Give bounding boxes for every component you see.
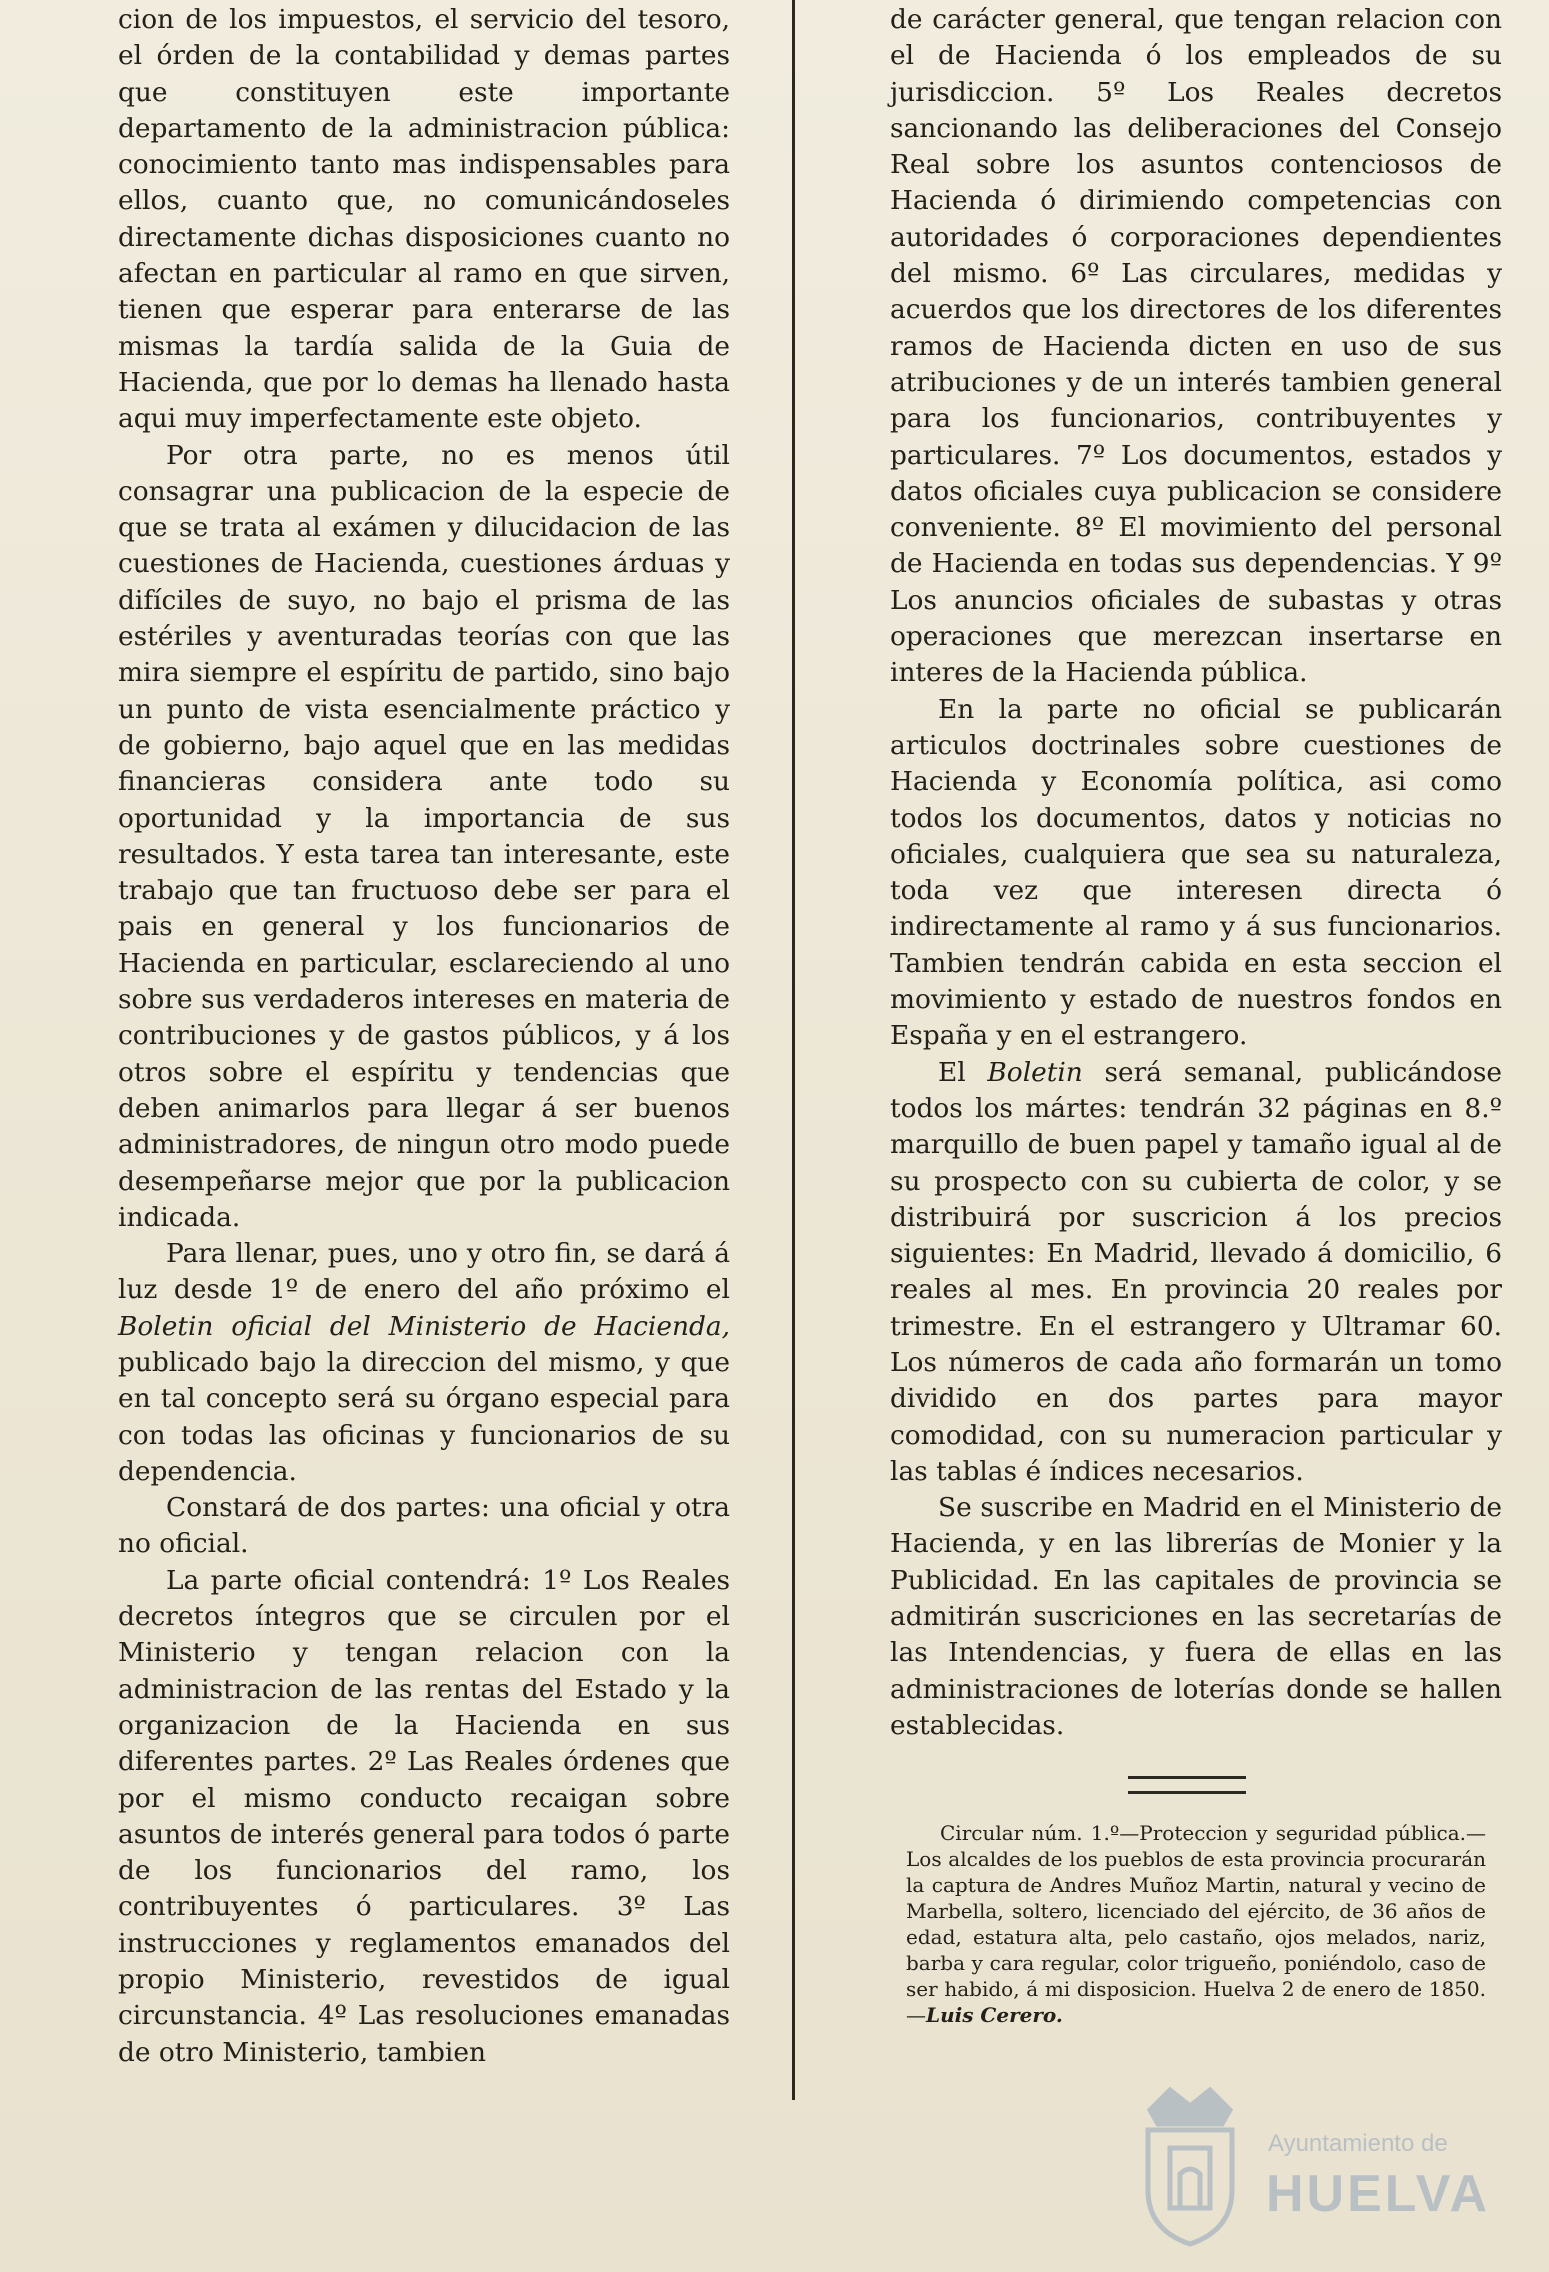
section-rule <box>1128 1776 1246 1794</box>
paragraph: Constará de dos partes: una oficial y otra no oficial. <box>118 1492 730 1560</box>
paragraph-boletin-announcement <box>118 1236 730 1490</box>
paragraph: cion de los impuestos, el servicio del tesoro, el órden de la contabilidad y demas partes que constituyen este importante departamento de la administracion pública: conocimiento tanto mas indispensables para ellos, cuanto que, no comunicándoseles directamente dichas disposiciones cuanto no afectan en particular al ramo en que sirven, tienen que esperar para enterarse de las mismas la tardía salida de la Guia de Hacienda, que por lo demas ha llenado hasta aqui muy imperfectamente este objeto. <box>118 4 730 435</box>
watermark <box>1130 2070 1510 2260</box>
watermark-line-1: Ayuntamiento de <box>1268 2130 1448 2157</box>
publication-title: Boletin oficial del Ministerio de Hacienda, <box>118 1310 730 1342</box>
paragraph-text: publicado bajo la direccion del mismo, y que en tal concepto será su órgano especial para con todas las oficinas y funcionarios de su dependencia. <box>118 1346 730 1487</box>
circular-text: Circular núm. 1.º—Proteccion y seguridad pública.—Los alcaldes de los pueblos de esta provincia procurarán la captura de Andres Muñoz Martin, natural y vecino de Marbella, soltero, licenciado del ejército, de 36 años de edad, estatura alta, pelo castaño, ojos melados, nariz, barba y cara regular, color trigueño, poniéndolo, caso de ser habido, á mi disposicion. Huelva 2 de enero de 1850.— <box>906 1821 1486 2027</box>
signature: Luis Cerero. <box>926 2003 1063 2027</box>
circular-notice <box>906 1820 1486 2028</box>
column-divider <box>792 0 795 2100</box>
paragraph: La parte oficial contendrá: 1º Los Reales decretos íntegros que se circulen por el Ministerio y tengan relacion con la administracion de las rentas del Estado y la organizacion de la Hacienda en sus diferentes partes. 2º Las Reales órdenes que por el mismo conducto recaigan sobre asuntos de interés general para todos ó parte de los funcionarios del ramo, los contribuyentes ó particulares. 3º Las instrucciones y reglamentos emanados del propio Ministerio, revestidos de igual circunstancia. 4º Las resoluciones emanadas de otro Ministerio, tambien <box>118 1564 730 2068</box>
paragraph-text: será semanal, publicándose todos los mártes: tendrán 32 páginas en 8.º marquillo de buen papel y tamaño igual al de su prospecto con su cubierta de color, y se distribuirá por suscricion á los precios siguientes: En Madrid, llevado á domicilio, 6 reales al mes. En provincia 20 reales por trimestre. En el estrangero y Ultramar 60. Los números de cada año formarán un tomo dividido en dos partes para mayor comodidad, con su numeracion particular y las tablas é índices necesarios. <box>890 1056 1502 1487</box>
paragraph-boletin-terms <box>890 1055 1502 1491</box>
watermark-line-2: HUELVA <box>1266 2165 1491 2223</box>
paragraph: Por otra parte, no es menos útil consagrar una publicacion de la especie de que se trata al exámen y dilucidacion de las cuestiones de Hacienda, cuestiones árduas y difíciles de suyo, no bajo el prisma de las estériles y aventuradas teorías con que las mira siempre el espíritu de partido, sino bajo un punto de vista esencialmente práctico y de gobierno, bajo aquel que en las medidas financieras considera ante todo su oportunidad y la importancia de sus resultados. Y esta tarea tan interesante, este trabajo que tan fructuoso debe ser para el pais en general y los funcionarios de Hacienda en particular, esclareciendo al uno sobre sus verdaderos intereses en materia de contribuciones y de gastos públicos, y á los otros sobre el espíritu y tendencias que deben animarlos para llegar á ser buenos administradores, de ningun otro modo puede desempeñarse mejor que por la publicacion indicada. <box>118 439 730 1233</box>
paragraph-text: El <box>938 1056 988 1088</box>
publication-title: Boletin <box>987 1056 1083 1088</box>
paragraph: Se suscribe en Madrid en el Ministerio de Hacienda, y en las librerías de Monier y la Publicidad. En las capitales de provincia se admitirán suscriciones en las secretarías de las Intendencias, y fuera de ellas en las administraciones de loterías donde se hallen establecidas. <box>890 1492 1502 1741</box>
coat-of-arms-icon <box>1130 2070 1250 2250</box>
paragraph-text: Para llenar, pues, uno y otro fin, se dará á luz desde 1º de enero del año próximo el <box>118 1238 730 1306</box>
left-column <box>118 2 730 2071</box>
paragraph: En la parte no oficial se publicarán articulos doctrinales sobre cuestiones de Hacienda y Economía política, asi como todos los documentos, datos y noticias no oficiales, cualquiera que sea su naturaleza, toda vez que interesen directa ó indirectamente al ramo y á sus funcionarios. Tambien tendrán cabida en esta seccion el movimiento y estado de nuestros fondos en España y en el estrangero. <box>890 693 1502 1052</box>
right-column <box>890 2 1502 1744</box>
paragraph: de carácter general, que tengan relacion con el de Hacienda ó los empleados de su jurisdiccion. 5º Los Reales decretos sancionando las deliberaciones del Consejo Real sobre los asuntos contenciosos de Hacienda ó dirimiendo competencias con autoridades ó corporaciones dependientes del mismo. 6º Las circulares, medidas y acuerdos que los directores de los diferentes ramos de Hacienda dicten en uso de sus atribuciones y de un interés tambien general para los funcionarios, contribuyentes y particulares. 7º Los documentos, estados y datos oficiales cuya publicacion se considere conveniente. 8º El movimiento del personal de Hacienda en todas sus dependencias. Y 9º Los anuncios oficiales de subastas y otras operaciones que merezcan insertarse en interes de la Hacienda pública. <box>890 4 1502 689</box>
